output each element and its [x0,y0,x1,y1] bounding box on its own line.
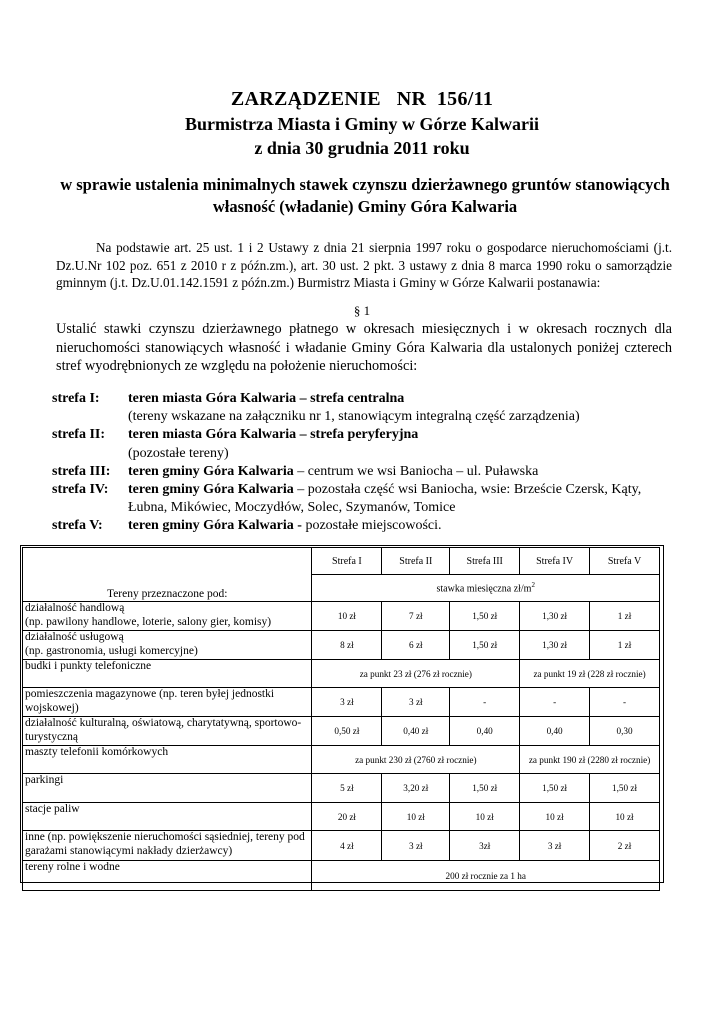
rates-table [22,547,660,891]
zone-name: teren gminy Góra Kalwaria - [128,518,302,534]
table-row [23,688,660,717]
zone-detail: (tereny wskazane na załączniku nr 1, stanowiącym integralną część zarządzenia) [128,409,580,425]
zone-label: strefa III: [52,463,111,479]
rate-cell: 20 zł [312,803,382,831]
table-row [23,602,660,631]
zone-label: strefa I: [52,391,100,406]
zone-detail: (pozostałe tereny) [128,445,229,461]
zone-row [52,517,682,535]
zone-description: pozostałe miejscowości. [301,518,442,534]
rate-cell-merged: za punkt 190 zł (2280 zł rocznie) [520,746,660,774]
unit-superscript: 2 [531,581,535,590]
row-label: działalność kulturalną, oświatową, charytatywną, sportowo-turystyczną [23,717,312,746]
paragraph-symbol: § 1 [353,303,371,318]
row-header-cell [23,548,312,602]
rate-cell-merged: za punkt 19 zł (228 zł rocznie) [520,660,660,688]
rate-cell: 2 zł [590,831,660,861]
zone-body [128,426,682,444]
zone-body [128,463,682,481]
row-label: budki i punkty telefoniczne [23,660,312,688]
row-label: pomieszczenia magazynowe (np. teren byłej jednostki wojskowej) [23,688,312,717]
rate-cell: 1,50 zł [520,774,590,803]
rate-cell: 1,30 zł [520,631,590,660]
zone-row [52,499,682,517]
column-header: Strefa III [450,548,520,575]
rate-cell-merged: za punkt 230 zł (2760 zł rocznie) [312,746,520,774]
row-label: tereny rolne i wodne [23,861,312,891]
row-label: parkingi [23,774,312,803]
rate-cell: 10 zł [590,803,660,831]
row-label: maszty telefonii komórkowych [23,746,312,774]
zone-body [128,390,682,408]
rate-cell: 10 zł [382,803,450,831]
rate-cell: 7 zł [382,602,450,631]
table-row [23,861,660,891]
rate-cell: 5 zł [312,774,382,803]
rate-cell: 1,50 zł [450,774,520,803]
rate-cell: 0,40 [450,717,520,746]
zone-row [52,481,682,499]
rate-cell: 1 zł [590,631,660,660]
row-header-label: Tereny przeznaczone pod: [106,588,228,600]
rate-cell: 3 zł [382,831,450,861]
rate-cell: 4 zł [312,831,382,861]
zone-label-spacer [52,499,128,517]
unit-label: stawka miesięczna zł/m [436,583,532,595]
zone-name: teren miasta Góra Kalwaria – strefa centralna [128,391,405,406]
zone-label-spacer [52,445,128,463]
table-row [23,803,660,831]
zone-description: – centrum we wsi Baniocha – ul. Puławska [293,463,539,479]
table-header-row [23,548,660,575]
zone-description: – pozostała część wsi Baniocha, wsie: Brzeście Czersk, Kąty, [293,482,642,498]
zone-name: teren gminy Góra Kalwaria [128,482,294,498]
column-header: Strefa IV [520,548,590,575]
rate-cell: 3,20 zł [382,774,450,803]
zone-name: teren gminy Góra Kalwaria [128,463,294,479]
table-row [23,631,660,660]
rate-cell: - [590,688,660,717]
zone-label: strefa V: [52,518,103,534]
zone-name: teren miasta Góra Kalwaria – strefa peryferyjna [128,427,419,443]
rate-cell: 0,40 [520,717,590,746]
rate-cell: 3 zł [520,831,590,861]
rate-cell-merged: za punkt 23 zł (276 zł rocznie) [312,660,520,688]
rate-cell: 10 zł [520,803,590,831]
document-title: ZARZĄDZENIE NR 156/11 [230,88,494,110]
table-row [23,746,660,774]
rate-cell: 0,50 zł [312,717,382,746]
rate-cell: 8 zł [312,631,382,660]
rate-cell: 3zł [450,831,520,861]
paragraph-text: Ustalić stawki czynszu dzierżawnego płatnego w okresach miesięcznych i w okresach rocznych dla nieruchomości stanowiących własność i władanie Gminy Góra Kalwaria dla ustalonych poniżej czterech stref wyodrębnionych ze względu na położenie nieruchomości: [56,321,672,374]
zone-label: strefa IV: [52,482,109,498]
date-line: z dnia 30 grudnia 2011 roku [254,138,470,158]
zone-row [52,390,682,408]
rate-cell: 3 zł [382,688,450,717]
rate-cell: 6 zł [382,631,450,660]
table-row [23,831,660,861]
column-header: Strefa V [590,548,660,575]
zone-row [52,463,682,481]
subject-line: w sprawie ustalenia minimalnych stawek czynszu dzierżawnego gruntów stanowiących własność (władanie) Gminy Góra Kalwaria [60,175,670,216]
table-row [23,717,660,746]
zone-row [52,445,682,463]
rate-cell: 0,30 [590,717,660,746]
column-header: Strefa I [312,548,382,575]
rate-cell: 10 zł [312,602,382,631]
rate-cell: 1,50 zł [590,774,660,803]
rate-cell: 1,50 zł [450,602,520,631]
rate-cell: 1 zł [590,602,660,631]
zone-detail: Łubna, Mikówiec, Moczydłów, Solec, Szymanów, Tomice [128,500,456,516]
zone-label: strefa II: [52,427,106,443]
zones-list [52,390,682,536]
rate-cell: - [450,688,520,717]
row-label: stacje paliw [23,803,312,831]
zone-label-spacer [52,408,128,426]
rate-cell: 1,30 zł [520,602,590,631]
rate-cell: 3 zł [312,688,382,717]
zone-row [52,408,682,426]
row-label: działalność usługową (np. gastronomia, usługi komercyjne) [23,631,312,660]
rate-cell: 10 zł [450,803,520,831]
legal-basis-paragraph: Na podstawie art. 25 ust. 1 i 2 Ustawy z dnia 21 sierpnia 1997 roku o gospodarce nieruchomościami (j.t. Dz.U.Nr 102 poz. 651 z 2010 r z późn.zm.), art. 30 ust. 2 pkt. 3 ustawy z dnia 8 marca 1990 roku o samorządzie gminnym (j.t. Dz.U.01.142.1591 z późn.zm.) Burmistrz Miasta i Gminy w Górze Kalwarii postanawia: [56,240,672,290]
zone-body [128,517,682,535]
zone-body [128,481,682,499]
unit-cell [312,575,660,602]
issuer-line: Burmistrza Miasta i Gminy w Górze Kalwarii [185,114,539,134]
rate-cell-merged: 200 zł rocznie za 1 ha [312,861,660,891]
zone-row [52,426,682,444]
table-row [23,660,660,688]
rate-cell: - [520,688,590,717]
table-row [23,774,660,803]
column-header: Strefa II [382,548,450,575]
row-label: inne (np. powiększenie nieruchomości sąsiedniej, tereny pod garażami stanowiącymi nakłady dzierżawcy) [23,831,312,861]
row-label: działalność handlową (np. pawilony handlowe, loterie, salony gier, komisy) [23,602,312,631]
rate-cell: 1,50 zł [450,631,520,660]
rate-cell: 0,40 zł [382,717,450,746]
